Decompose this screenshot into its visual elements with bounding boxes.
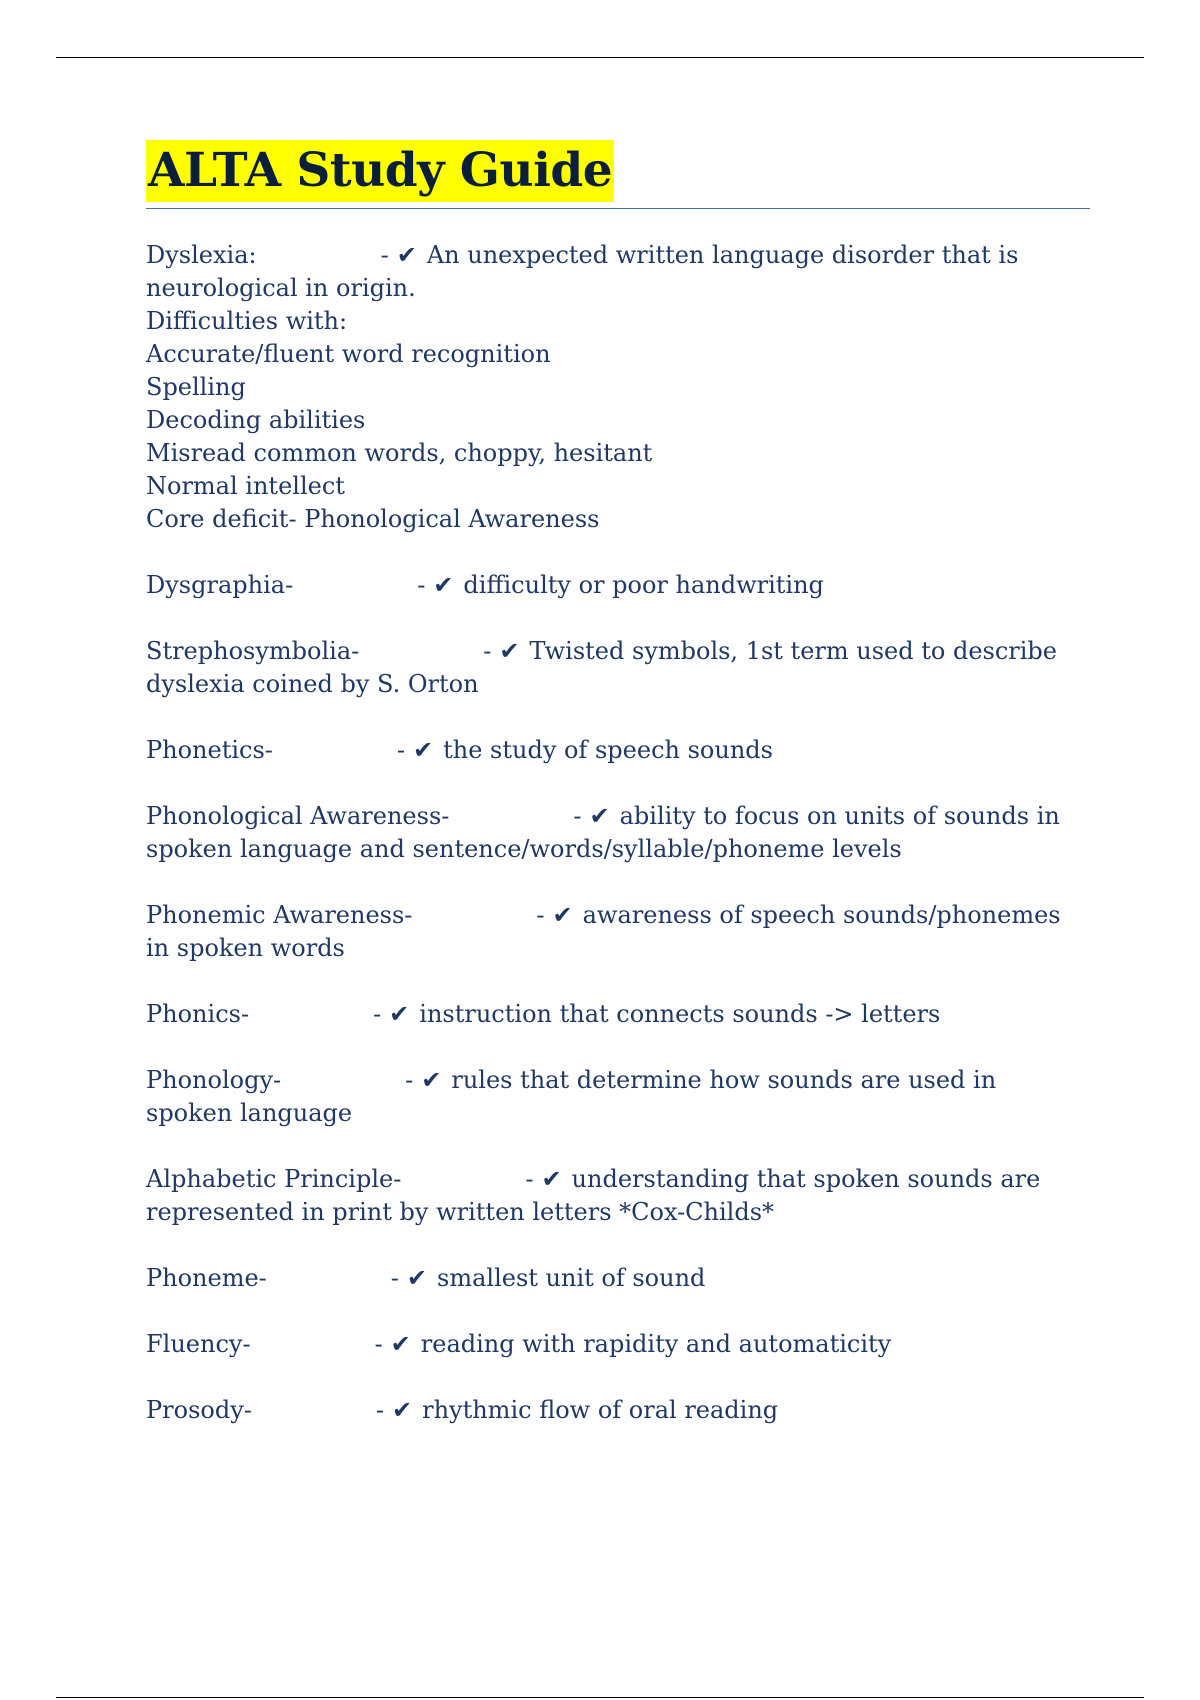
glossary-entry-phonology: [146, 1064, 1090, 1130]
entry-separator: -: [483, 637, 492, 665]
glossary-entry-dyslexia: [146, 239, 1090, 536]
glossary-entry-dysgraphia: [146, 569, 1090, 602]
page-bottom-rule: [56, 1697, 1144, 1698]
entry-term: Phonics-: [146, 1000, 250, 1028]
entry-separator: -: [390, 1264, 399, 1292]
checkmark-icon: ✔: [589, 802, 610, 830]
checkmark-icon: ✔: [421, 1066, 442, 1094]
entry-separator: -: [525, 1165, 534, 1193]
entry-definition: reading with rapidity and automaticity: [420, 1330, 892, 1358]
glossary-entry-phonological-awareness: [146, 800, 1090, 866]
entry-term: Phoneme-: [146, 1264, 267, 1292]
entry-separator: -: [380, 241, 389, 269]
checkmark-icon: ✔: [552, 901, 573, 929]
entry-term: Prosody-: [146, 1396, 252, 1424]
detail-line: Accurate/fluent word recognition: [146, 340, 551, 368]
entry-separator: -: [396, 736, 406, 764]
glossary-entry-prosody: [146, 1394, 1090, 1427]
entry-separator: -: [375, 1396, 384, 1424]
checkmark-icon: ✔: [541, 1165, 562, 1193]
entry-term: Dyslexia:: [146, 241, 257, 269]
glossary-entry-phonemic-awareness: [146, 899, 1090, 965]
glossary-entry-alphabetic-principle: [146, 1163, 1090, 1229]
checkmark-icon: ✔: [433, 571, 454, 599]
detail-line: Difficulties with:: [146, 307, 348, 335]
entry-definition: smallest unit of sound: [437, 1264, 706, 1292]
entry-separator: -: [373, 1000, 382, 1028]
entry-definition: An unexpected written language disorder that is neurological in origin.: [146, 241, 1019, 302]
checkmark-icon: ✔: [389, 1000, 410, 1028]
glossary-entry-phoneme: [146, 1262, 1090, 1295]
entry-term: Strephosymbolia-: [146, 637, 360, 665]
entry-separator: -: [573, 802, 582, 830]
entry-term: Phonology-: [146, 1066, 282, 1094]
entry-definition: rhythmic flow of oral reading: [422, 1396, 779, 1424]
checkmark-icon: ✔: [413, 736, 434, 764]
detail-line: Core deficit- Phonological Awareness: [146, 505, 600, 533]
entry-definition: the study of speech sounds: [443, 736, 773, 764]
entry-term: Alphabetic Principle-: [146, 1165, 402, 1193]
page-top-rule: [56, 57, 1144, 58]
document-body: [146, 140, 1090, 1460]
detail-line: Decoding abilities: [146, 406, 366, 434]
entry-definition: difficulty or poor handwriting: [463, 571, 824, 599]
entry-separator: -: [405, 1066, 414, 1094]
glossary-entry-strephosymbolia: [146, 635, 1090, 701]
glossary-entry-phonetics: [146, 734, 1090, 767]
entry-term: Dysgraphia-: [146, 571, 294, 599]
entry-separator: -: [536, 901, 545, 929]
checkmark-icon: ✔: [406, 1264, 428, 1292]
glossary-entry-fluency: [146, 1328, 1090, 1361]
detail-line: Spelling: [146, 373, 246, 401]
entry-separator: -: [374, 1330, 383, 1358]
detail-line: Misread common words, choppy, hesitant: [146, 439, 653, 467]
entry-term: Fluency-: [146, 1330, 251, 1358]
entry-definition: instruction that connects sounds -> letters: [419, 1000, 941, 1028]
detail-line: Normal intellect: [146, 472, 345, 500]
entry-term: Phonemic Awareness-: [146, 901, 413, 929]
entry-definition: ability to focus on units of sounds in spoken language and sentence/words/syllable/phoneme levels: [146, 802, 1060, 863]
entry-term: Phonetics-: [146, 736, 273, 764]
checkmark-icon: ✔: [396, 241, 417, 269]
glossary-entry-phonics: [146, 998, 1090, 1031]
entry-definition: understanding that spoken sounds are represented in print by written letters *Cox-Childs*: [146, 1165, 1041, 1226]
checkmark-icon: ✔: [391, 1396, 413, 1424]
entry-definition: rules that determine how sounds are used in spoken language: [146, 1066, 997, 1127]
entry-definition: awareness of speech sounds/phonemes in spoken words: [146, 901, 1061, 962]
title-block: [146, 140, 1090, 209]
document-title: ALTA Study Guide: [146, 140, 614, 202]
checkmark-icon: ✔: [499, 637, 520, 665]
entry-definition: Twisted symbols, 1st term used to describe dyslexia coined by S. Orton: [146, 637, 1057, 698]
entry-term: Phonological Awareness-: [146, 802, 450, 830]
entry-separator: -: [417, 571, 426, 599]
checkmark-icon: ✔: [390, 1330, 411, 1358]
